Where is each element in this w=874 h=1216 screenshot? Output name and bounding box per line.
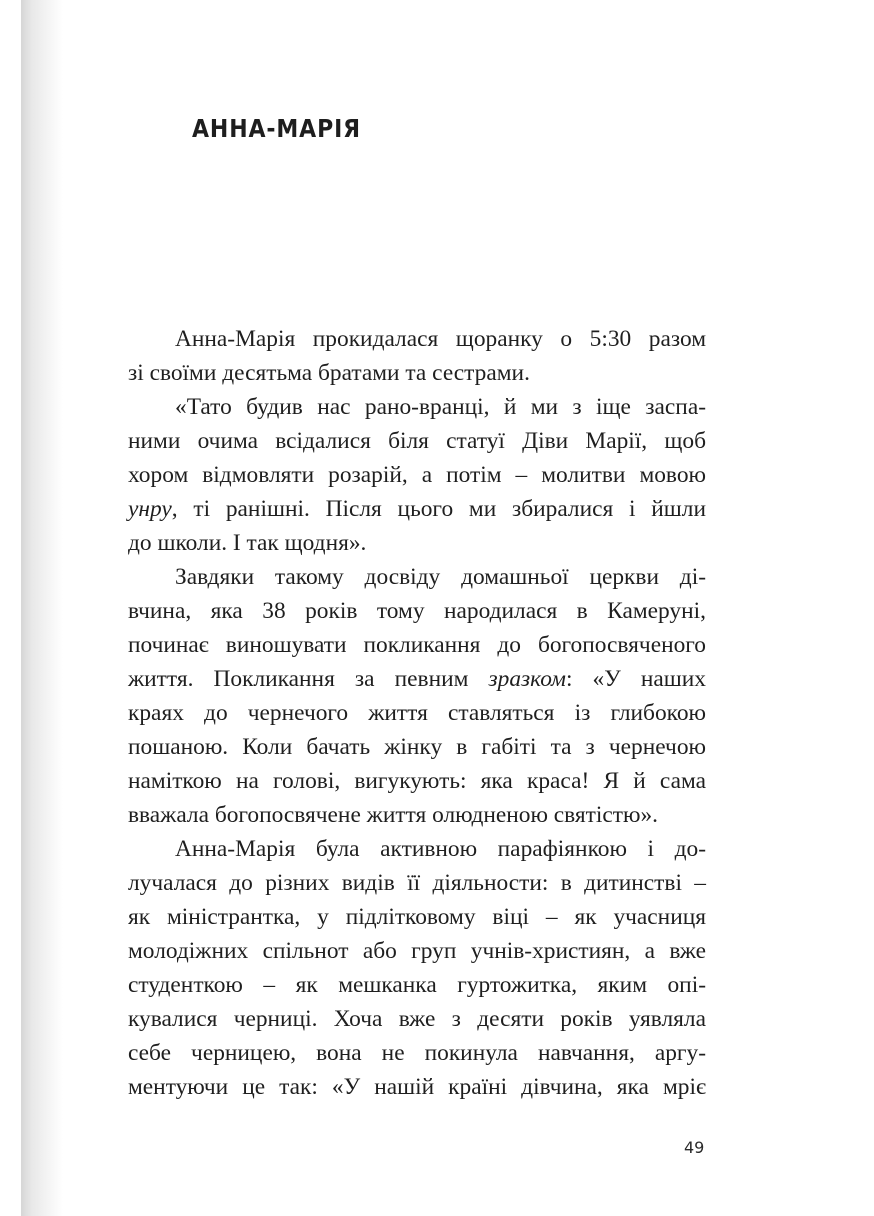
italic-word: унру — [128, 496, 172, 522]
italic-word: зразком — [488, 666, 566, 692]
text-line: починає виношувати покликання до богопосвяченого — [128, 632, 706, 658]
text-line: лучалася до різних видів її діяльности: в дитинстві – — [128, 870, 706, 896]
text-line: краях до чернечого життя ставляться із глибокою — [128, 700, 706, 726]
text-line: себе черницею, вона не покинула навчання, аргу- — [128, 1040, 706, 1066]
text-line — [128, 662, 706, 696]
chapter-title: АННА-МАРІЯ — [192, 114, 361, 143]
text-line: хором відмовляти розарій, а потім – молитви мовою — [128, 462, 706, 488]
body-text — [128, 322, 706, 1104]
text-line: «Тато будив нас рано-вранці, й ми з іще заспа- — [175, 394, 706, 420]
text-line: кувалися черниці. Хоча вже з десяти років уявляла — [128, 1006, 706, 1032]
text-line: Завдяки такому досвіду домашньої церкви ді- — [175, 564, 706, 590]
text-line: зі своїми десятьма братами та сестрами. — [128, 360, 530, 386]
text-line: Анна-Марія прокидалася щоранку о 5:30 разом — [175, 326, 706, 352]
text-fragment: , ті ранішні. Після цього ми збиралися і йшли — [171, 496, 706, 522]
text-line: пошаною. Коли бачать жінку в габіті та з чернечою — [128, 734, 706, 760]
text-line — [128, 492, 706, 526]
text-line: ментуючи це так: «У нашій країні дівчина, яка мріє — [128, 1074, 706, 1100]
text-line: як міністрантка, у підлітковому віці – як учасниця — [128, 904, 706, 930]
text-fragment: : «У наших — [565, 666, 706, 692]
text-line: вчина, яка 38 років тому народилася в Камеруні, — [128, 598, 706, 624]
page-number: 49 — [684, 1138, 705, 1157]
text-line: Анна-Марія була активною парафіянкою і до- — [175, 836, 706, 862]
text-line: молодіжних спільнот або груп учнів-християн, а вже — [128, 938, 706, 964]
text-line: ними очима всідалися біля статуї Діви Марії, щоб — [128, 428, 706, 454]
text-line: студенткою – як мешканка гуртожитка, яким опі- — [128, 972, 706, 998]
text-fragment: життя. Покликання за певним — [128, 666, 489, 692]
text-line: наміткою на голові, вигукують: яка краса! Я й сама — [128, 768, 706, 794]
text-line: вважала богопосвячене життя олюдненою святістю». — [128, 802, 659, 828]
text-line: до школи. І так щодня». — [128, 530, 367, 556]
